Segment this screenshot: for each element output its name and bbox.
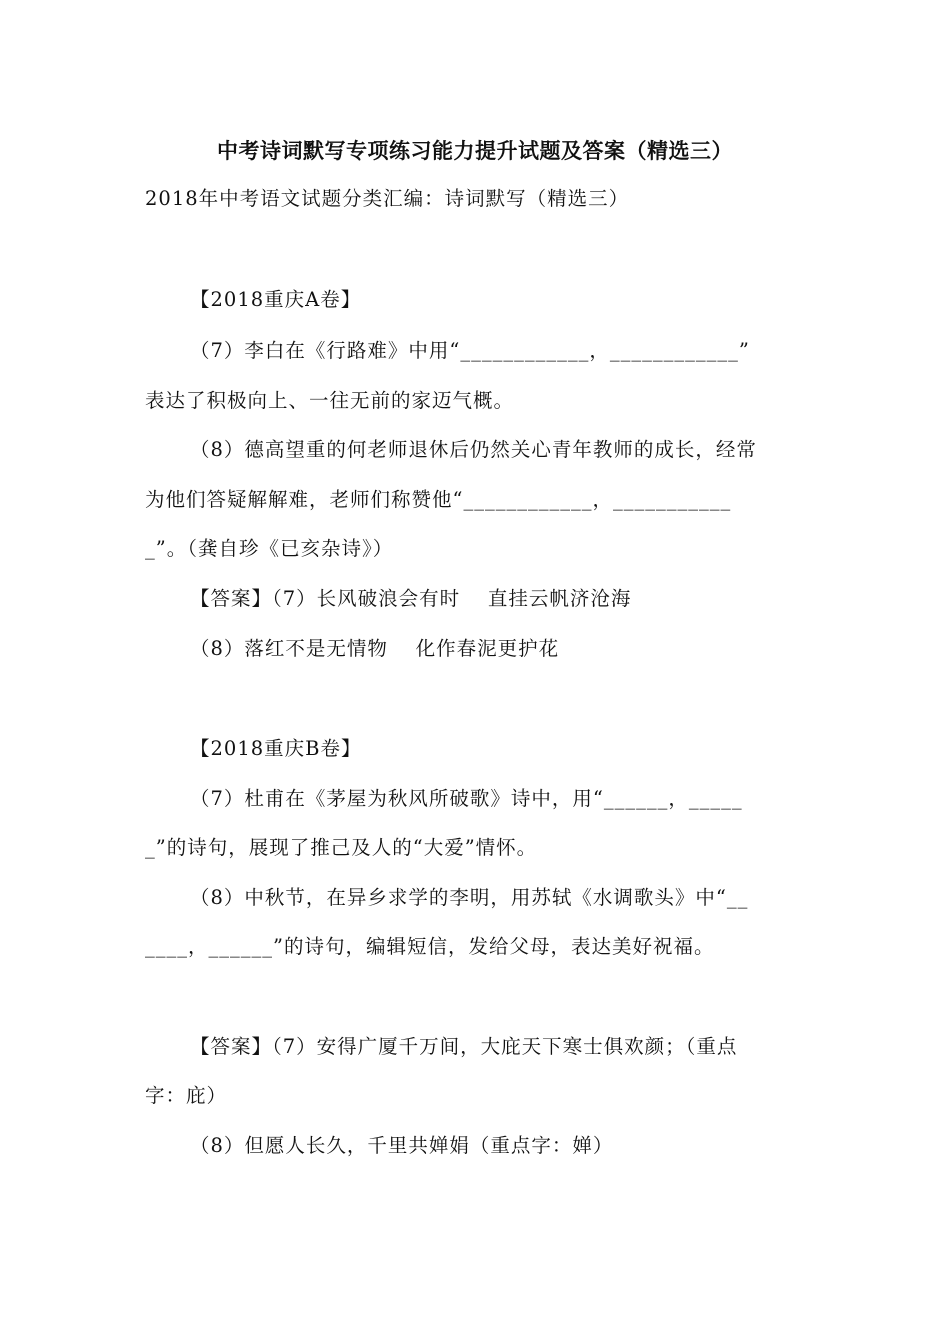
document-subtitle: 2018年中考语文试题分类汇编：诗词默写（精选三） xyxy=(145,187,630,210)
document-title: 中考诗词默写专项练习能力提升试题及答案（精选三） xyxy=(217,139,733,163)
section-b-answer-line-2: 字：庇） xyxy=(145,1084,228,1107)
section-b-answer-line-3: （8）但愿人长久，千里共婵娟（重点字：婵） xyxy=(190,1134,614,1157)
section-b-question-8-line-2: ____，______”的诗句，编辑短信，发给父母，表达美好祝福。 xyxy=(145,935,715,958)
section-a-question-8-line-2: 为他们答疑解解难，老师们称赞他“____________，___________ xyxy=(145,488,732,511)
section-b-answer-line-1: 【答案】（7）安得广厦千万间，大庇天下寒士俱欢颜；（重点 xyxy=(190,1035,738,1058)
section-a-answer-line-1: 【答案】（7）长风破浪会有时 直挂云帆济沧海 xyxy=(190,587,632,610)
section-a-question-8-line-3: _”。（龚自珍《已亥杂诗》） xyxy=(145,537,394,560)
section-a-question-7-line-2: 表达了积极向上、一往无前的家迈气概。 xyxy=(145,389,515,412)
section-a-answer-line-2: （8）落红不是无情物 化作春泥更护花 xyxy=(190,637,560,660)
section-b-question-7-line-1: （7）杜甫在《茅屋为秋风所破歌》诗中，用“______，_____ xyxy=(190,787,743,810)
section-b-question-7-line-2: _”的诗句，展现了推己及人的“大爱”情怀。 xyxy=(145,836,538,859)
section-b-question-8-line-1: （8）中秋节，在异乡求学的李明，用苏轼《水调歌头》中“__ xyxy=(190,886,749,909)
section-a-question-8-line-1: （8）德高望重的何老师退休后仍然关心青年教师的成长，经常 xyxy=(190,438,757,461)
section-b-heading: 【2018重庆B卷】 xyxy=(190,737,362,760)
section-a-heading: 【2018重庆A卷】 xyxy=(190,288,362,311)
section-a-question-7-line-1: （7）李白在《行路难》中用“____________，____________” xyxy=(190,339,750,362)
